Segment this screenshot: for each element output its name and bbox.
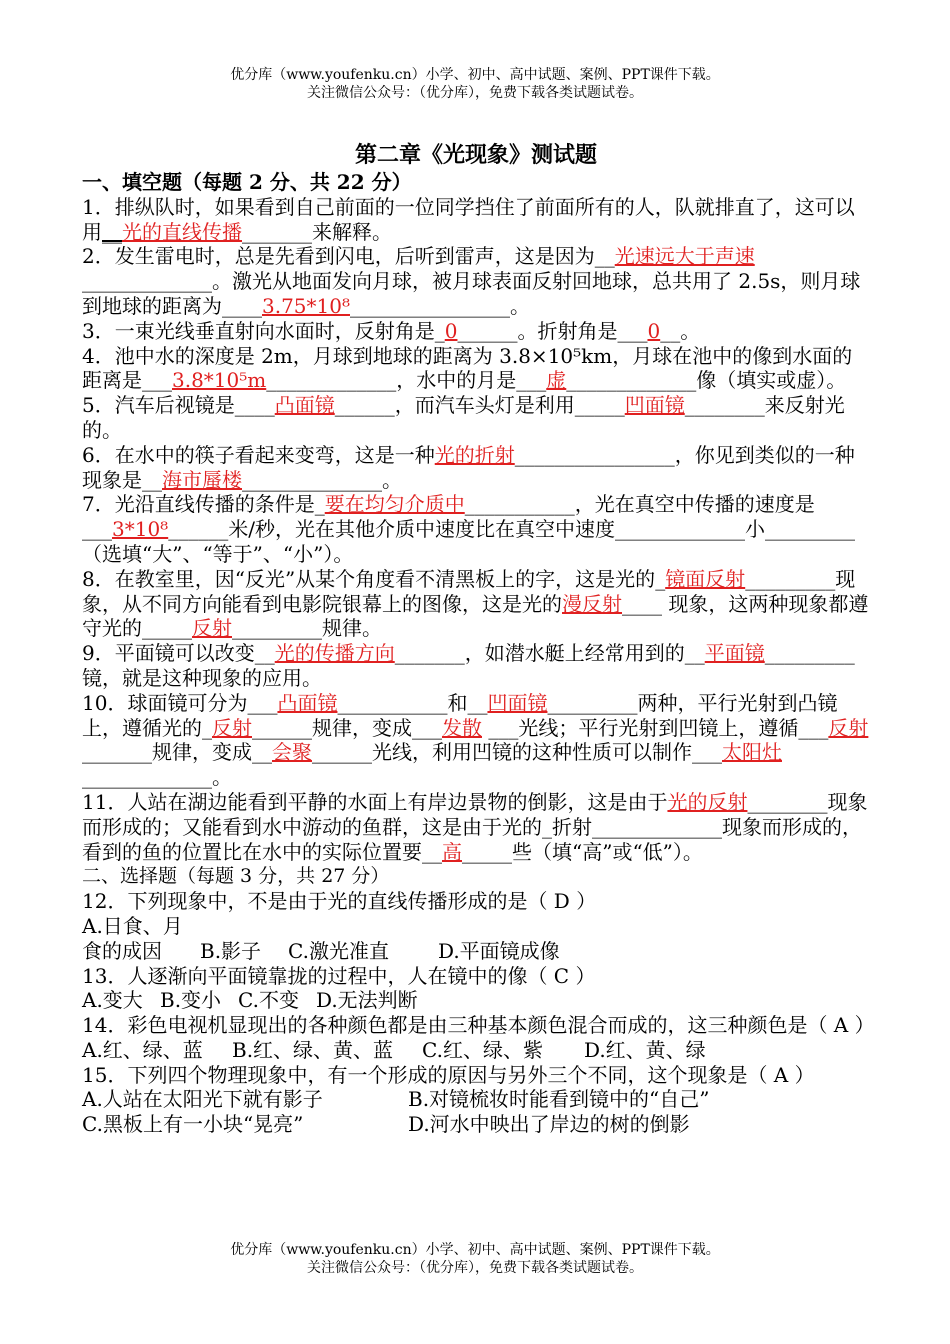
answer-1: 光的直线传播 [122,219,242,244]
option: D.平面镜成像 [438,938,560,963]
header-line-2: 关注微信公众号：（优分库），免费下载各类试题试卷。 [307,85,643,101]
option: A.变大 [82,988,143,1013]
answer-5b: 凹面镜 [624,393,685,418]
option: D.红、黄、绿 [584,1037,706,1062]
question-13-options [82,988,870,1013]
answer-10d: 发散 [442,715,482,740]
answer-10g: 太阳灶 [722,740,782,765]
answer-10e: 反射 [828,715,869,740]
option: C.黑板上有一小块“晃亮” [82,1112,304,1137]
answer-10a: 凸面镜 [277,690,338,715]
question-1: 1．排纵队时，如果看到自己前面的一位同学挡住了前面所有的人，队就排直了，这可以用__光的直线传播_______来解释。 [82,194,855,244]
answer-10c: 反射 [212,715,252,740]
question-9: 9．平面镜可以改变__光的传播方向_______，如潜水艇上经常用到的__平面镜_________镜，就是这种现象的应用。 [82,641,855,690]
option: A.日食、月食的成因 [82,913,183,963]
section-2-heading: 二、选择题（每题 3 分，共 27 分） [82,865,390,888]
answer-11b: 高 [442,839,462,864]
option: A.红、绿、蓝 [82,1037,203,1062]
answer-2a: 光速远大于声速 [614,244,755,269]
question-13: 13．人逐渐向平面镜靠拢的过程中，人在镜中的像（ C ） [82,963,596,988]
footer-line-2: 关注微信公众号：（优分库），免费下载各类试题试卷。 [307,1260,643,1276]
option: A.人站在太阳光下就有影子 [82,1087,323,1112]
page-header [0,66,950,102]
header-line-1: 优分库（www.youfenku.cn）小学、初中、高中试题、案例、PPT课件下载。 [230,67,720,83]
exam-body [82,140,875,1137]
option: C.不变 [238,988,299,1013]
question-12-options [82,914,870,964]
option: B.红、绿、黄、蓝 [232,1037,394,1062]
answer-3a: 0 [444,318,458,343]
answer-9a: 光的传播方向 [274,641,395,666]
answer-8a: 镜面反射 [665,566,746,591]
answer-10f: 会聚 [272,740,312,765]
section-1-heading: 一、填空题（每题 2 分、共 22 分） [82,170,412,194]
answer-3b: 0 [647,318,661,343]
question-6: 6．在水中的筷子看起来变弯，这是一种光的折射________________，你见到类似的一种现象是__海市蜃楼______________。 [82,442,855,492]
question-3: 3．一束光线垂直射向水面时，反射角是_0______。折射角是___0__。 [82,318,701,343]
answer-4b: 虚 [546,368,567,393]
answer-6b: 海市蜃楼 [162,467,242,492]
option: B.对镜梳妆时能看到镜中的“自己” [408,1087,710,1112]
option: B.影子 [200,938,262,963]
answer-2b: 3.75*10⁸ [262,293,350,318]
question-2: 2．发生雷电时，总是先看到闪电，后听到雷声，这是因为__光速远大于声速_____________。激光从地面发向月球，被月球表面反射回地球，总共用了 2.5s，则月球到地球的距离为____3.75*10⁸________________。 [82,244,861,318]
option: D.河水中映出了岸边的树的倒影 [408,1112,690,1137]
answer-6a: 光的折射 [434,442,515,467]
question-12: 12．下列现象中，不是由于光的直线传播形成的是（ D ） [82,889,597,914]
page-footer [0,1241,950,1277]
answer-5a: 凸面镜 [274,393,335,418]
option: C.激光准直 [288,938,389,963]
answer-10b: 凹面镜 [487,690,548,715]
question-14: 14．彩色电视机显现出的各种颜色都是由三种基本颜色混合而成的，这三种颜色是（ A ） [82,1013,875,1038]
answer-7a: 要在均匀介质中 [324,492,465,517]
option: D.无法判断 [316,988,418,1013]
question-11: 11．人站在湖边能看到平静的水面上有岸边景物的倒影，这是由于光的反射________现象而形成的；又能看到水中游动的鱼群，这是由于光的_折射_____________现象而形成的，看到的鱼的位置比在水中的实际位置要__高_____些（填“高”或“低”）。 [82,789,868,864]
question-15-options-row-2 [82,1112,870,1137]
option: B.变小 [160,988,222,1013]
question-4: 4．池中水的深度是 2m，月球到地球的距离为 3.8×10⁵km，月球在池中的像到水面的距离是___3.8*10⁵m_____________，水中的月是___虚_____________像（填实或虚）。 [82,343,853,393]
question-8: 8．在教室里，因“反光”从某个角度看不清黑板上的字，这是光的_镜面反射_________现象，从不同方向能看到电影院银幕上的图像，这是光的漫反射____ 现象，这两种现象都遵守光的_____反射_________规律。 [82,566,869,641]
option: C.红、绿、紫 [422,1037,543,1062]
answer-8b: 漫反射 [562,591,622,616]
footer-line-1: 优分库（www.youfenku.cn）小学、初中、高中试题、案例、PPT课件下载。 [230,1242,720,1258]
page-title: 第二章《光现象》测试题 [354,142,597,168]
question-15: 15．下列四个物理现象中，有一个形成的原因与另外三个不同，这个现象是（ A ） [82,1062,815,1087]
question-15-options-row-1 [82,1087,870,1112]
answer-8c: 反射 [192,616,232,641]
answer-7b: 3*10⁸ [112,517,169,542]
question-5: 5．汽车后视镜是____凸面镜______，而汽车头灯是利用_____凹面镜________来反射光的。 [82,393,845,442]
answer-4a: 3.8*10⁵m [172,368,267,393]
answer-11a: 光的反射 [667,789,748,814]
question-10: 10．球面镜可分为___凸面镜___________和__凹面镜_________两种，平行光射到凸镜上，遵循光的_反射______规律，变成___发散 ___光线；平行光射到凹镜上，遵循___反射_______规律，变成__会聚______光线，利用凹镜的这种性质可以制作___太阳灶_____________。 [82,690,869,790]
question-14-options [82,1038,870,1063]
question-7: 7．光沿直线传播的条件是_要在均匀介质中___________，光在真空中传播的速度是___3*10⁸______米/秒，光在其他介质中速度比在真空中速度_____________小_________（选填“大”、“等于”、“小”）。 [82,492,855,566]
answer-9b: 平面镜 [704,641,765,666]
